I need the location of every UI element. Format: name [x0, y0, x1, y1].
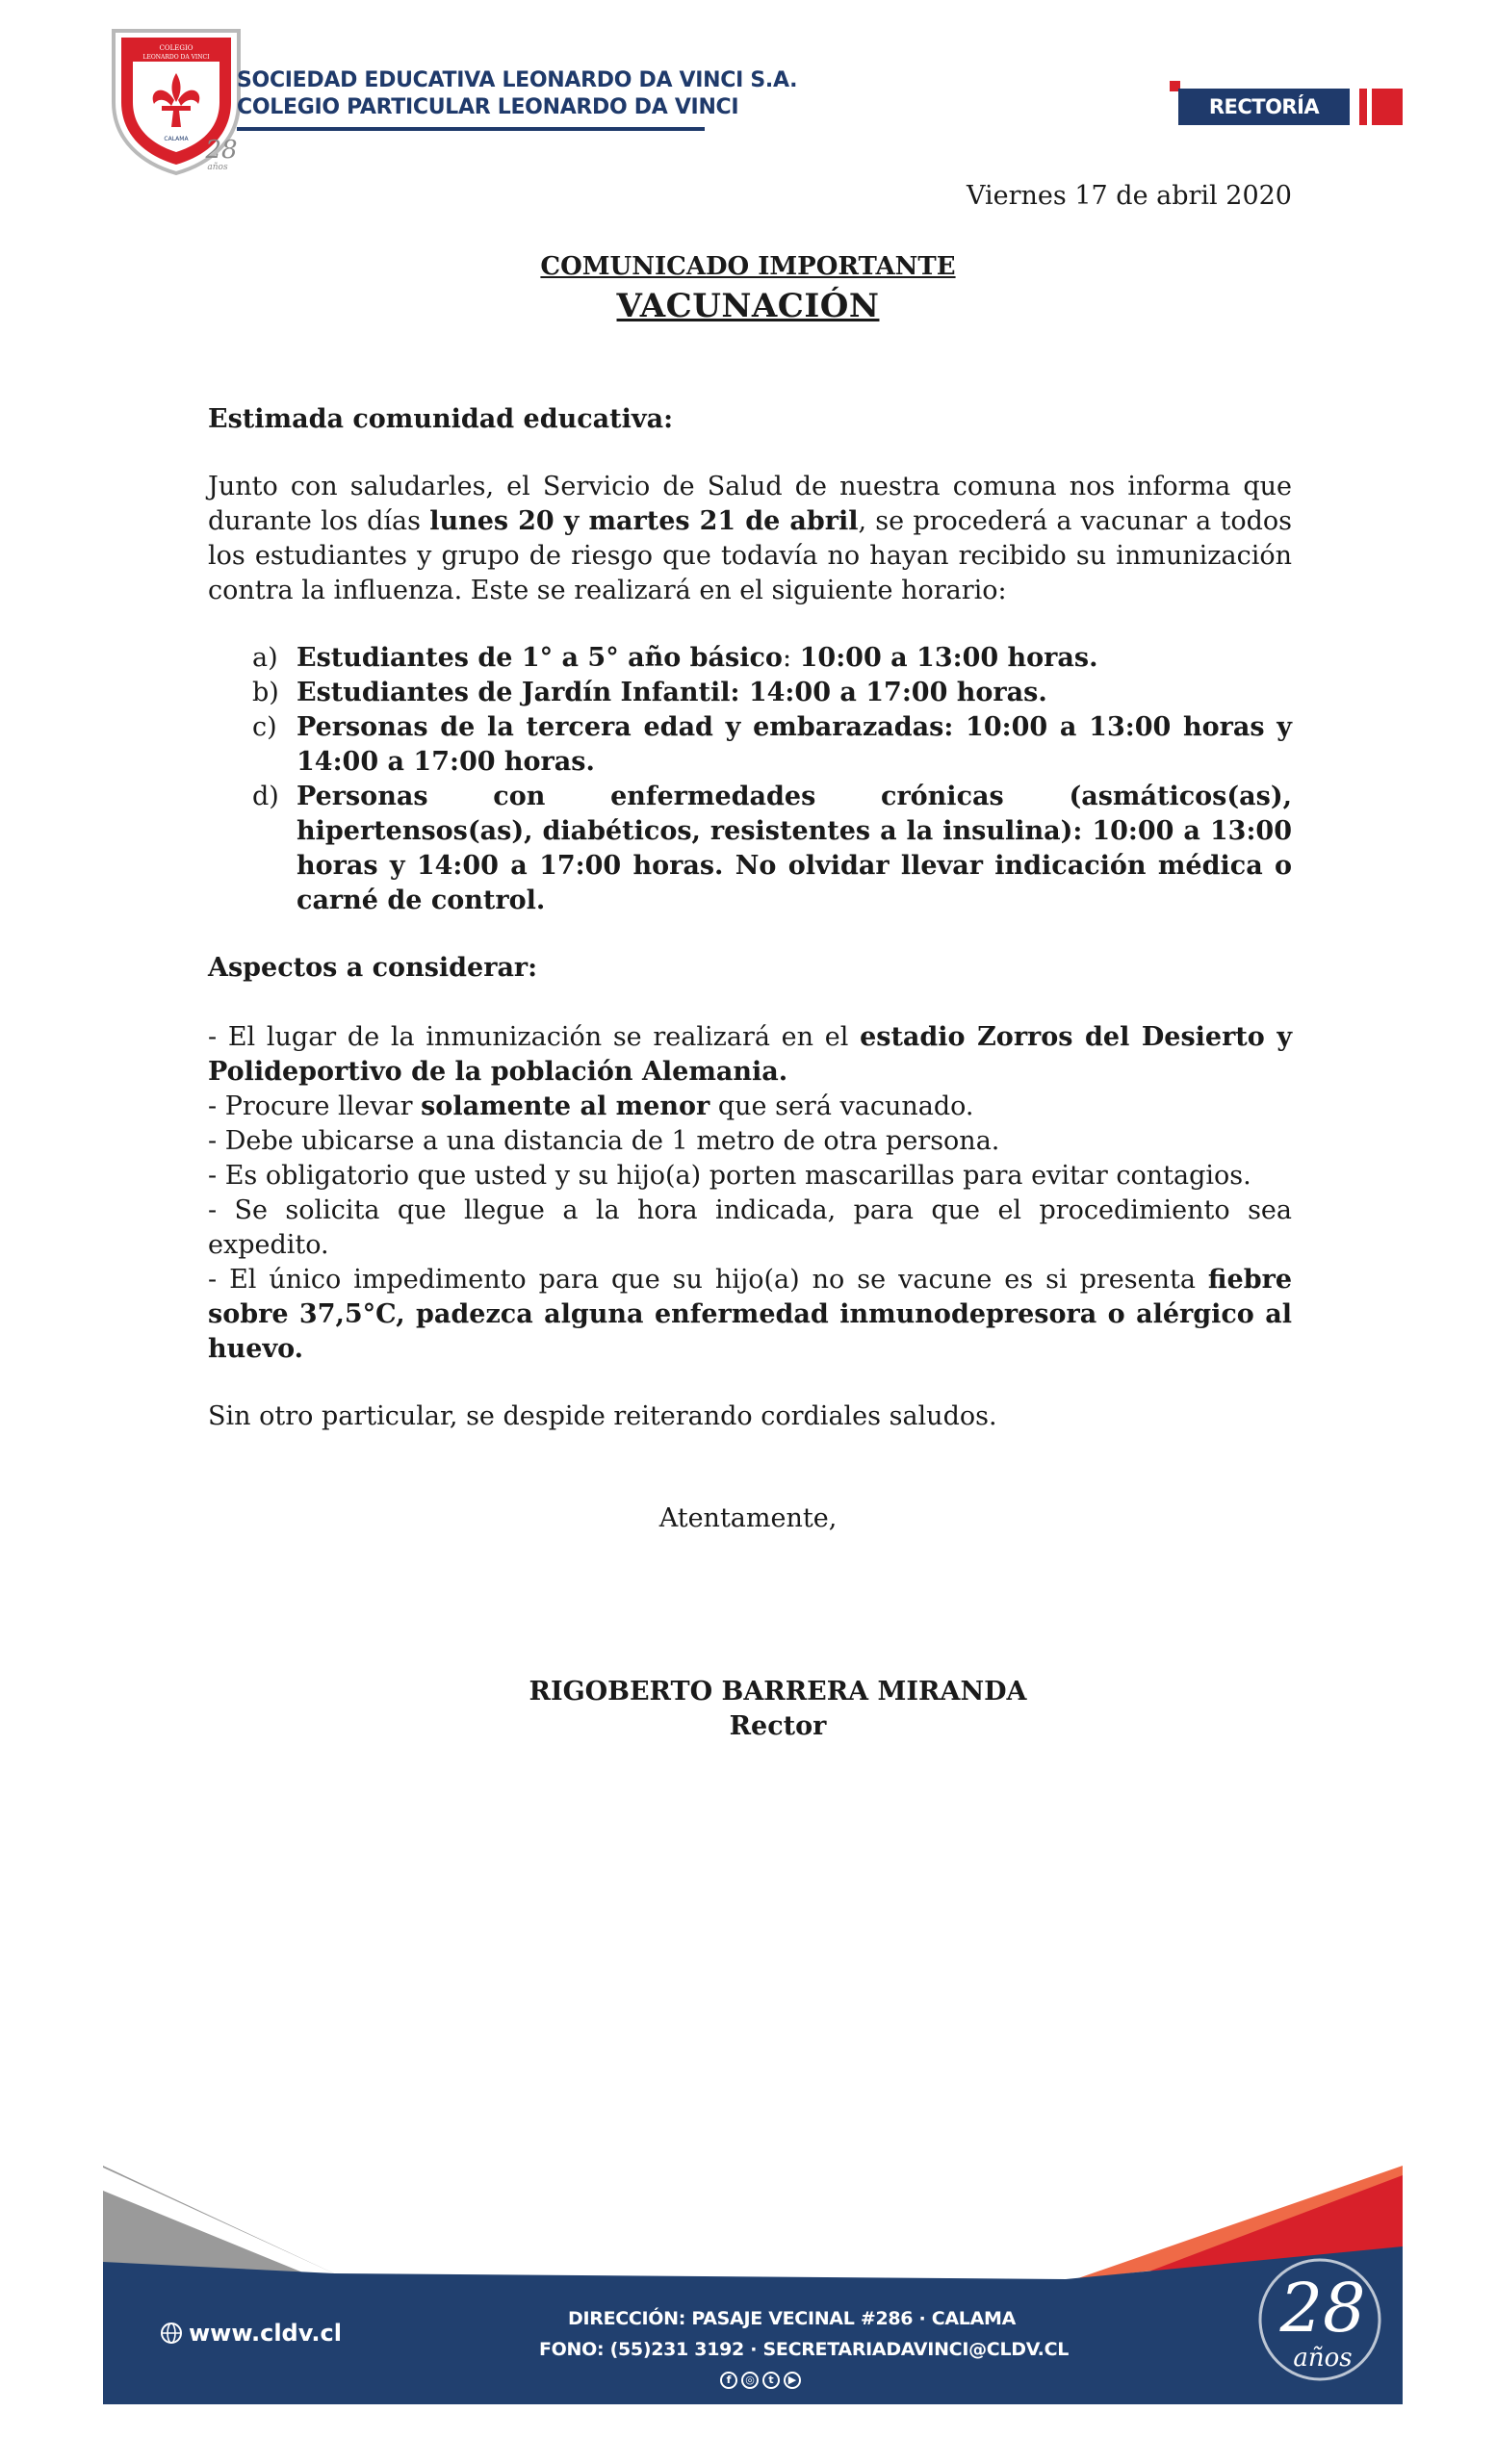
closing-sentence: Sin otro particular, se despide reiterando cordiales saludos.: [208, 1401, 997, 1431]
aspect-text: - Procure llevar: [208, 1091, 422, 1121]
schedule-item: [252, 641, 1292, 676]
crest-text-top: COLEGIO: [159, 44, 193, 52]
schedule-text: Estudiantes de Jardín Infantil: 14:00 a 17:00 horas.: [297, 678, 1047, 707]
school-crest-logo: [104, 23, 248, 177]
aspect-text: - El único impedimento para que su hijo(a) no se vacune es si presenta: [208, 1265, 1208, 1295]
aspect-restrictions: fiebre sobre 37,5°C, padezca alguna enfermedad inmunodepresora o alérgico al huevo.: [208, 1265, 1292, 1364]
signer-title: Rector: [729, 1711, 827, 1741]
schedule-list: [252, 641, 1292, 918]
intro-text-2: , se procederá a vacunar a todos los estudiantes y grupo de riesgo que todavía no hayan recibido su inmunización contra la influenza. Este se realizará en el siguiente horario:: [208, 506, 1292, 605]
intro-text-1: Junto con saludarles, el Servicio de Salud de nuestra comuna nos informa que durante los días: [208, 472, 1292, 536]
organization-line-2: COLEGIO PARTICULAR LEONARDO DA VINCI: [237, 95, 739, 119]
schedule-separator: :: [782, 643, 800, 673]
header-divider: [237, 127, 705, 131]
aspects-list: [208, 1020, 1292, 1367]
crest-years: 28: [205, 136, 238, 165]
schedule-text: Personas de la tercera edad y embarazadas: 10:00 a 13:00 horas y 14:00 a 17:00 horas.: [297, 712, 1292, 777]
schedule-marker: d): [252, 782, 279, 811]
aspects-heading: Aspectos a considerar:: [208, 953, 538, 983]
twitter-icon[interactable]: t: [762, 2372, 780, 2389]
anniversary-number: 28: [1279, 2269, 1366, 2348]
schedule-time: 10:00 a 13:00 horas.: [799, 643, 1098, 673]
letter-date: Viernes 17 de abril 2020: [967, 181, 1292, 211]
schedule-item: [252, 676, 1292, 710]
facebook-icon[interactable]: f: [720, 2372, 737, 2389]
farewell: Atentamente,: [658, 1503, 838, 1533]
instagram-icon[interactable]: ◎: [741, 2372, 759, 2389]
youtube-icon[interactable]: ▶: [784, 2372, 801, 2389]
schedule-text: Estudiantes de 1° a 5° año básico: [297, 643, 783, 673]
greeting: Estimada comunidad educativa:: [208, 404, 674, 434]
aspect-item: [208, 1020, 1292, 1090]
footer-address: DIRECCIÓN: PASAJE VECINAL #286 · CALAMA: [568, 2308, 1017, 2329]
globe-icon: [160, 2322, 183, 2345]
footer-banner: [103, 2166, 1403, 2404]
department-label: RECTORÍA: [1178, 89, 1350, 125]
department-accent-bar: [1359, 89, 1367, 125]
schedule-item: [252, 780, 1292, 918]
schedule-item: [252, 710, 1292, 780]
organization-line-1: SOCIEDAD EDUCATIVA LEONARDO DA VINCI S.A.: [237, 68, 798, 92]
schedule-text: Personas con enfermedades crónicas (asmáticos(as), hipertensos(as), diabéticos, resistentes a la insulina): 10:00 a 13:00 horas y 14:00 a 17:00 horas. No olvidar llevar indicación médica o carné de control.: [297, 782, 1292, 915]
aspect-location: estadio Zorros del Desierto y Polideportivo de la población Alemania.: [208, 1022, 1293, 1087]
aspect-item: - Debe ubicarse a una distancia de 1 metro de otra persona.: [208, 1126, 1000, 1156]
crest-text-mid: LEONARDO DA VINCI: [142, 54, 210, 61]
crest-years-word: años: [207, 163, 228, 172]
schedule-marker: b): [252, 678, 279, 707]
footer-contact: FONO: (55)231 3192 · SECRETARIADAVINCI@CLDV.CL: [539, 2339, 1070, 2360]
intro-paragraph: [208, 470, 1292, 608]
schedule-marker: a): [252, 643, 278, 673]
aspect-item: [208, 1090, 1292, 1124]
heading-vaccination: VACUNACIÓN: [616, 287, 880, 325]
heading-important-notice: COMUNICADO IMPORTANTE: [540, 252, 956, 281]
footer-website[interactable]: www.cldv.cl: [189, 2320, 342, 2347]
aspect-emphasis: solamente al menor: [421, 1091, 710, 1121]
aspect-item: [208, 1263, 1292, 1367]
signer-name: RIGOBERTO BARRERA MIRANDA: [529, 1677, 1027, 1707]
crest-text-bottom: CALAMA: [164, 136, 189, 142]
department-accent-block: [1372, 89, 1403, 125]
organization-name: [237, 67, 798, 121]
aspect-text: - El lugar de la inmunización se realizará en el: [208, 1022, 861, 1052]
aspect-item: - Es obligatorio que usted y su hijo(a) porten mascarillas para evitar contagios.: [208, 1161, 1251, 1191]
aspect-item: - Se solicita que llegue a la hora indicada, para que el procedimiento sea expedito.: [208, 1195, 1292, 1260]
anniversary-word: años: [1293, 2344, 1353, 2373]
signature-block: [0, 1675, 1496, 1744]
schedule-marker: c): [252, 712, 277, 742]
anniversary-logo: [1248, 2252, 1392, 2387]
intro-dates: lunes 20 y martes 21 de abril: [429, 506, 859, 536]
aspect-text-end: que será vacunado.: [709, 1091, 974, 1121]
